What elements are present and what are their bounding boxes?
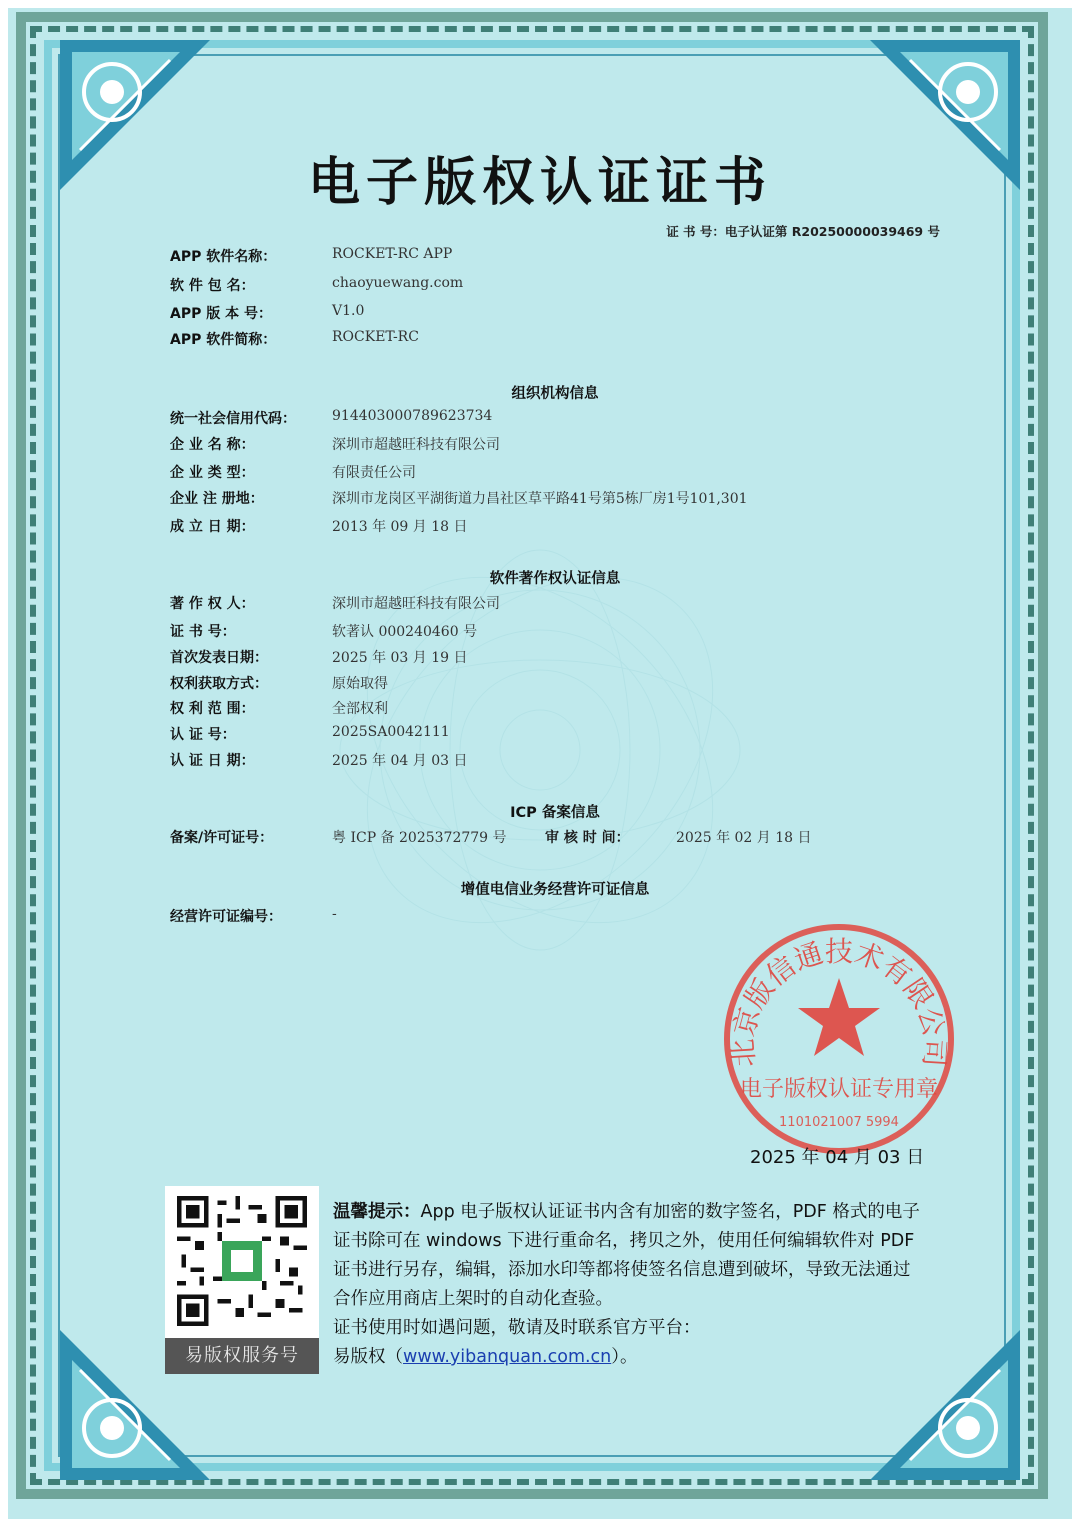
seal-outer-text: 北京版信通技术有限公司 — [726, 934, 952, 1068]
field-value: 2025 年 03 月 19 日 — [332, 650, 468, 666]
seal-code: 1101021007 5994 — [779, 1115, 899, 1130]
field-value: 深圳市龙岗区平湖街道力昌社区草平路41号第5栋厂房1号101,301 — [332, 491, 748, 507]
notice-body: App 电子版权认证证书内含有加密的数字签名，PDF 格式的电子证书除可在 windows 下进行重命名，拷贝之外，使用任何编辑软件对 PDF 证书进行另存，编辑，添加水印等都将使签名信息遭到破坏，导致无法通过合作应用商店上架时的自动化查验。 — [333, 1202, 920, 1309]
notice-lead: 温馨提示： — [333, 1202, 421, 1222]
field-label: APP 版 本 号： — [170, 306, 272, 322]
field-label: 成 立 日 期： — [170, 519, 255, 535]
field-label: 权利获取方式： — [170, 676, 268, 692]
field-value: - — [332, 906, 337, 922]
field-value: 有限责任公司 — [332, 465, 416, 481]
icp-section-title: ICP 备案信息 — [510, 805, 600, 821]
field-label: 企 业 类 型： — [170, 465, 255, 481]
field-value: 全部权利 — [332, 701, 388, 717]
field-value: 2013 年 09 月 18 日 — [332, 519, 468, 535]
field-label: 权 利 范 围： — [170, 701, 255, 717]
field-value: ROCKET-RC APP — [332, 246, 453, 262]
qr-code-icon — [177, 1196, 307, 1326]
field-label: 统一社会信用代码： — [170, 411, 296, 427]
field-label: 首次发表日期： — [170, 650, 268, 666]
platform-link[interactable]: www.yibanquan.com.cn — [403, 1347, 612, 1367]
license-section-title: 增值电信业务经营许可证信息 — [460, 882, 650, 898]
signature-date: 2025 年 04 月 03 日 — [750, 1147, 925, 1168]
field-value: ROCKET-RC — [332, 329, 419, 345]
field-value: V1.0 — [332, 303, 365, 319]
field-label: 认 证 号： — [170, 727, 236, 743]
official-seal-icon — [716, 920, 962, 1158]
notice-platform — [333, 1343, 923, 1372]
notice-contact: 证书使用时如遇问题，敬请及时联系官方平台： — [333, 1318, 701, 1338]
field-label: 认 证 日 期： — [170, 753, 255, 769]
field-label: 经营许可证编号： — [170, 909, 282, 925]
field-label: APP 软件名称： — [170, 249, 277, 265]
field-value: 深圳市超越旺科技有限公司 — [332, 437, 500, 453]
review-time-label: 审 核 时 间： — [545, 830, 630, 846]
qr-caption: 易版权服务号 — [165, 1338, 319, 1374]
field-value: 软著认 000240460 号 — [332, 624, 478, 640]
field-label: 企 业 名 称： — [170, 437, 255, 453]
field-value: 粤 ICP 备 2025372779 号 — [332, 830, 507, 846]
field-label: 企业 注 册地： — [170, 491, 264, 507]
field-label: 软 件 包 名： — [170, 278, 255, 294]
field-value: chaoyuewang.com — [332, 275, 464, 291]
field-value: 2025 年 04 月 03 日 — [332, 753, 468, 769]
field-value: 深圳市超越旺科技有限公司 — [332, 596, 500, 612]
field-label: APP 软件简称： — [170, 332, 277, 348]
field-value: 2025SA0042111 — [332, 724, 450, 740]
platform-prefix: 易版权（ — [333, 1347, 403, 1367]
org-section-title: 组织机构信息 — [511, 386, 599, 402]
field-label: 证 书 号： — [170, 624, 236, 640]
qr-code-panel[interactable] — [165, 1186, 319, 1374]
certificate-title: 电子版权认证证书 — [307, 153, 772, 213]
notice-block — [333, 1198, 923, 1372]
certificate-number: 证 书 号：电子认证第 R20250000039469 号 — [666, 224, 940, 239]
field-label: 著 作 权 人： — [170, 596, 255, 612]
field-label: 备案/许可证号： — [170, 830, 274, 846]
seal-inner-text: 电子版权认证专用章 — [739, 1077, 939, 1102]
field-value: 914403000789623734 — [332, 408, 493, 424]
copyright-section-title: 软件著作权认证信息 — [489, 571, 621, 587]
review-time-value: 2025 年 02 月 18 日 — [676, 830, 812, 846]
field-value: 原始取得 — [332, 676, 388, 692]
notice-paragraph — [333, 1198, 923, 1314]
platform-suffix: ）。 — [611, 1347, 638, 1367]
